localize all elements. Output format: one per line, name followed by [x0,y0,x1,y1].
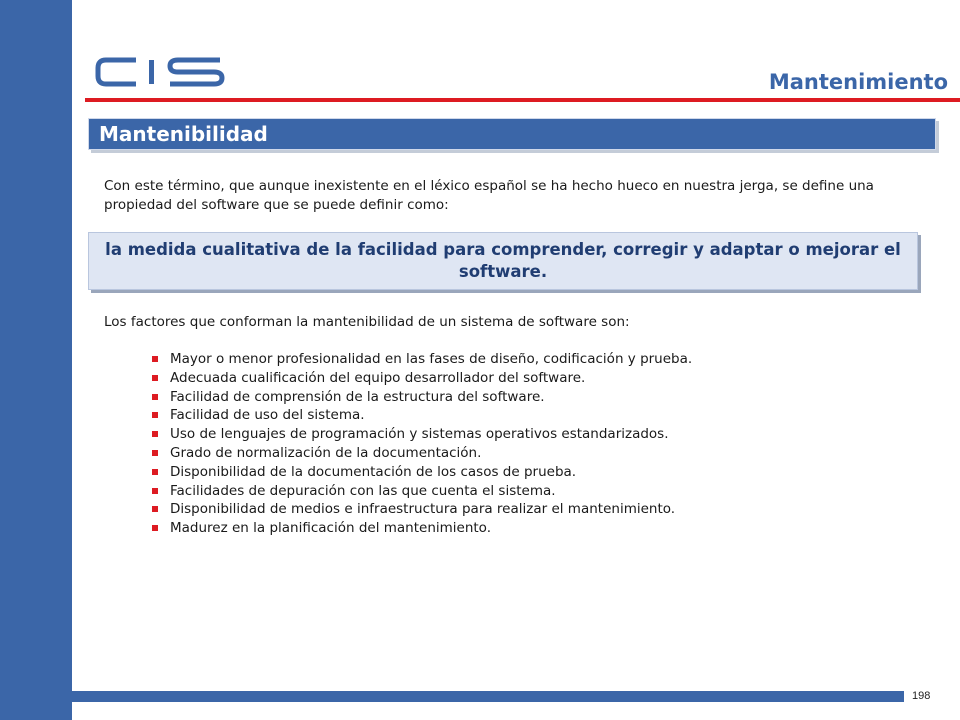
list-item-text: Facilidades de depuración con las que cuenta el sistema. [170,482,556,499]
square-bullet-icon [152,506,158,512]
square-bullet-icon [152,394,158,400]
square-bullet-icon [152,431,158,437]
square-bullet-icon [152,488,158,494]
square-bullet-icon [152,375,158,381]
section-title: Mantenimiento [768,70,948,94]
cis-logo [92,52,228,92]
square-bullet-icon [152,525,158,531]
square-bullet-icon [152,469,158,475]
list-item [152,369,692,388]
list-item-text: Disponibilidad de la documentación de los casos de prueba. [170,463,577,480]
list-item-text: Madurez en la planificación del mantenimiento. [170,520,492,537]
list-item-text: Grado de normalización de la documentación. [170,444,482,461]
square-bullet-icon [152,450,158,456]
list-item [152,500,692,519]
list-item [152,350,692,369]
header-divider [85,98,960,102]
list-item-text: Uso de lenguajes de programación y sistemas operativos estandarizados. [170,426,669,443]
list-item-text: Mayor o menor profesionalidad en las fases de diseño, codificación y prueba. [170,351,693,367]
list-item [152,406,692,425]
slide-heading: Mantenibilidad [99,122,268,146]
definition-text: la medida cualitativa de la facilidad para comprender, corregir y adaptar o mejorar el software. [105,240,901,281]
intro-paragraph: Con este término, que aunque inexistente en el léxico español se ha hecho hueco en nuestra jerga, se define una propiedad del software que se puede definir como: [104,178,874,213]
definition-box [88,232,918,290]
list-item [152,463,692,482]
list-item-text: Adecuada cualificación del equipo desarrollador del software. [170,369,586,386]
list-item-text: Disponibilidad de medios e infraestructura para realizar el mantenimiento. [170,501,676,518]
square-bullet-icon [152,356,158,362]
page-number: 198 [912,690,931,702]
left-decorative-bar [0,0,72,720]
slide-heading-box [88,118,936,150]
bottom-decorative-bar [72,691,904,702]
factors-intro: Los factores que conforman la mantenibilidad de un sistema de software son: [104,314,630,330]
list-item [152,444,692,463]
list-item [152,519,692,538]
factor-list [152,350,692,538]
list-item [152,388,692,407]
list-item [152,482,692,501]
list-item [152,425,692,444]
list-item-text: Facilidad de comprensión de la estructura del software. [170,388,545,405]
list-item-text: Facilidad de uso del sistema. [170,407,365,424]
square-bullet-icon [152,412,158,418]
